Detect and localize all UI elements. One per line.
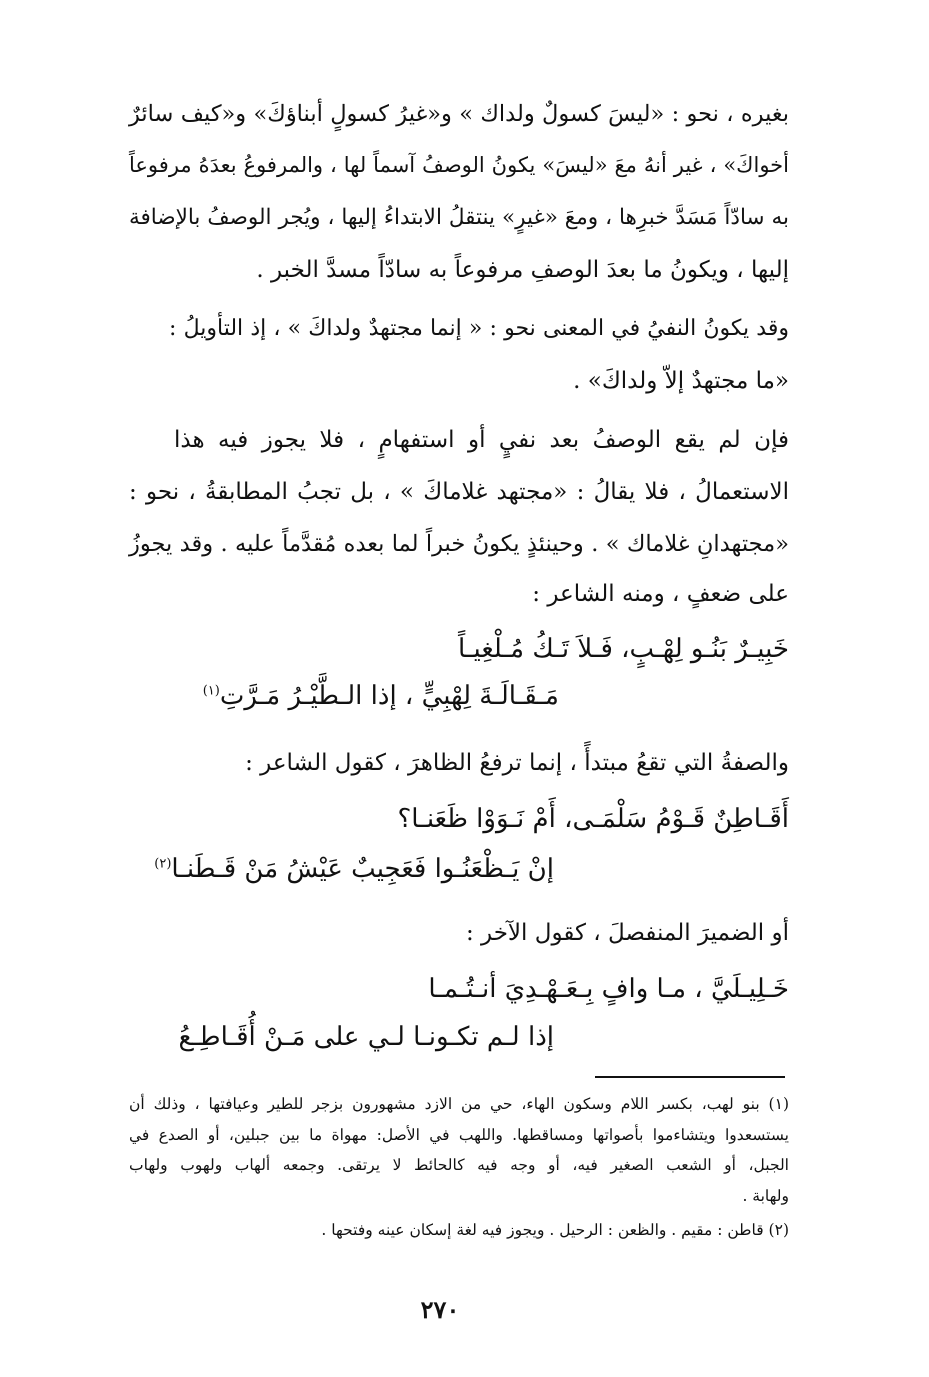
page-number: ٢٧٠ xyxy=(420,1295,460,1324)
body-line: «مجتهدانِ غلاماك » . وحينئذٍ يكونُ خبراً لما بعده مُقدَّماً عليه . وقد يجوزُ xyxy=(129,531,789,557)
body-line: فإن لم يقع الوصفُ بعد نفيٍ أو استفهامٍ ، فلا يجوز فيه هذا xyxy=(174,427,789,453)
body-line: «ما مجتهدٌ إلاّ ولداكَ» . xyxy=(573,368,789,394)
verse-text: إنْ يَـظْعَنُـوا فَعَجِيبٌ عَيْشُ مَنْ قَـطَنـا xyxy=(171,854,554,884)
body-line: وقد يكونُ النفيُ في المعنى نحو : « إنما مجتهدٌ ولداكَ » ، إذ التأويلُ : xyxy=(169,316,789,341)
body-line: أخواكَ» ، غير أنهُ معَ «ليسَ» يكونُ الوصفُ آسماً لها ، والمرفوعُ بعدَهُ مرفوعاً xyxy=(129,153,789,177)
body-line: بغيره ، نحو : «ليسَ كسولٌ ولداك » و«غيرُ كسولٍ أبناؤكَ» و«كيف سائرٌ xyxy=(129,101,789,127)
footnote-marker: (١) xyxy=(202,683,220,699)
footnote-marker: (٢) xyxy=(154,856,172,872)
verse-hemistich: خَبِيـرٌ بَنُـو لِهْـبٍ، فَـلاَ تَـكُ مُـلْغِيـاً xyxy=(457,634,789,664)
footnote-line: (١) بنو لهب، بكسر اللام وسكون الهاء، حي من الازد مشهورون بزجر للطير وعيافتها ، وذلك أن xyxy=(129,1095,789,1113)
body-line: والصفةُ التي تقعُ مبتدأً ، إنما ترفعُ الظاهرَ ، كقول الشاعر : xyxy=(245,750,789,776)
body-line: على ضعفٍ ، ومنه الشاعر : xyxy=(532,581,789,607)
footnote-line: يستسعدوا ويتشاءموا بأصواتها ومساقطها. واللهب في الأصل: مهواة ما بين جبلين، أو الصدع في xyxy=(129,1126,789,1144)
body-line: الاستعمالُ ، فلا يقالُ : «مجتهد غلاماكَ » ، بل تجبُ المطابقةُ ، نحو : xyxy=(129,479,789,505)
verse-hemistich xyxy=(203,683,559,709)
footnote-separator xyxy=(595,1076,785,1078)
verse-hemistich: خَـلِيـلَيَّ ، مـا وافٍ بِـعَـهْـدِيَ أنـتُـمـا xyxy=(428,974,789,1004)
footnote-line: ولهابة . xyxy=(742,1187,789,1205)
verse-text: مَـقَـالَـةَ لِهْبِيٍّ ، إذا الـطَّيْـرُ مَـرَّتِ xyxy=(219,681,559,711)
verse-hemistich: إذا لـم تكـونـا لـي على مَـنْ أُقَـاطِـعُ xyxy=(178,1022,554,1052)
verse-hemistich: أَقَـاطِنٌ قَـوْمُ سَلْمَـى، أَمْ نَـوَوْا ظَعَنـا؟ xyxy=(397,804,789,834)
footnote-line: (٢) قاطن : مقيم . والظعن : الرحيل . ويجوز فيه لغة إسكان عينه وفتحها . xyxy=(321,1221,789,1239)
footnote-line: الجبل، أو الشعب الصغير فيه، أو وجه فيه كالحائط لا يرتقى. وجمعه ألهاب ولهوب ولهاب xyxy=(129,1156,789,1174)
body-line: إليها ، ويكونُ ما بعدَ الوصفِ مرفوعاً به سادّاً مسدَّ الخبر . xyxy=(256,257,789,283)
body-line: أو الضميرَ المنفصلَ ، كقول الآخر : xyxy=(465,920,789,946)
verse-hemistich xyxy=(154,856,554,882)
body-line: به سادّاً مَسَدَّ خبرِها ، ومعَ «غيرٍ» ينتقلُ الابتداءُ إليها ، ويُجر الوصفُ بالإضافة xyxy=(129,205,789,230)
